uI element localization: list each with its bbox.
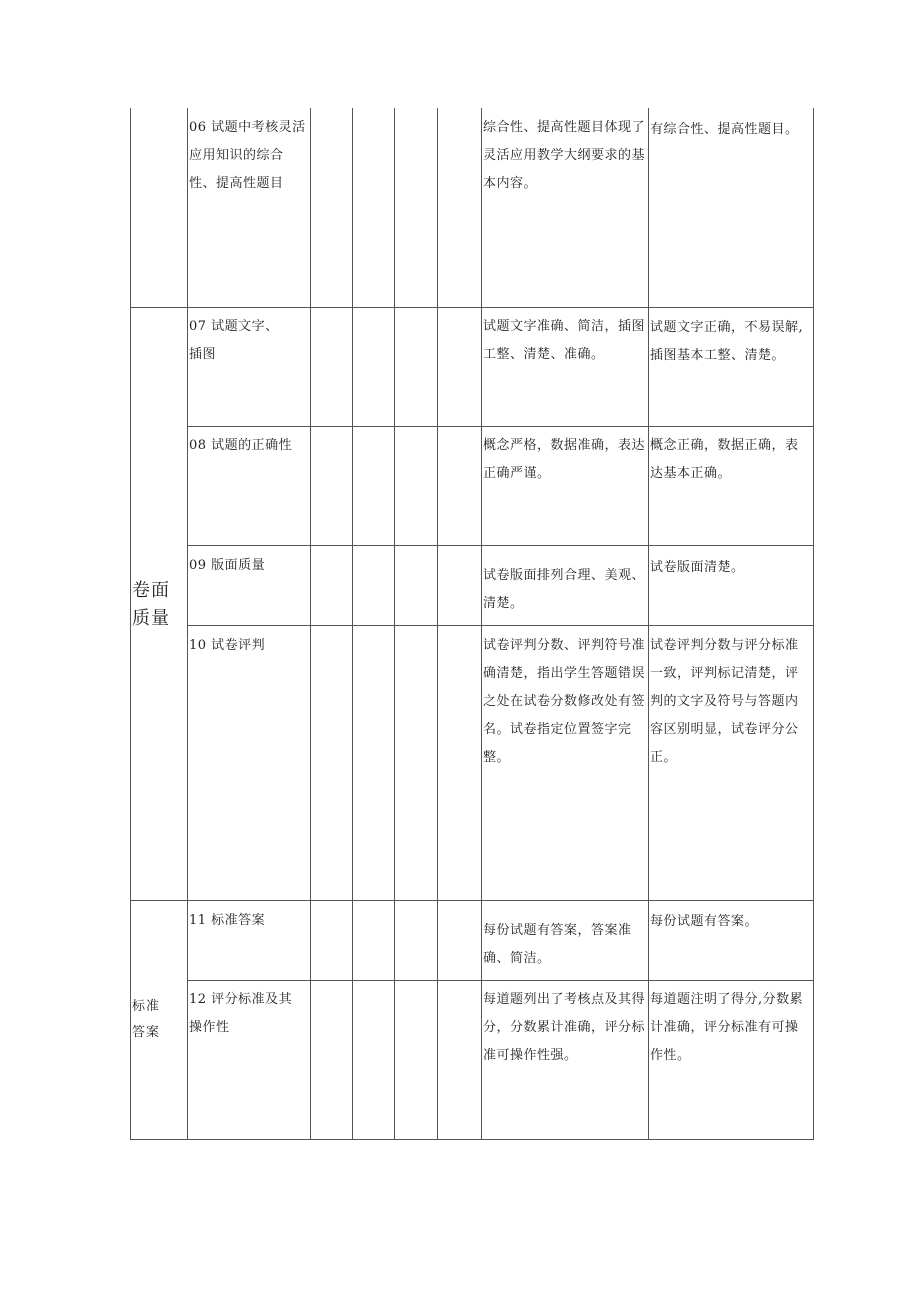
item-label: 09 版面质量 [189, 558, 266, 573]
item-label: 10 试卷评判 [189, 638, 266, 653]
item-label: 07 试题文字、插图 [189, 319, 279, 362]
pass-criterion: 每道题注明了得分,分数累计准确，评分标准有可操作性。 [650, 992, 804, 1063]
pass-criterion: 有综合性、提高性题目。 [650, 122, 799, 137]
item-label: 06 试题中考核灵活应用知识的综合性、提高性题目 [189, 120, 306, 191]
pass-criterion: 试题文字正确，不易误解,插图基本工整、清楚。 [650, 320, 804, 363]
pass-criterion: 概念正确，数据正确，表达基本正确。 [650, 438, 799, 481]
excellent-criterion: 试题文字准确、简洁，插图工整、清楚、准确。 [483, 319, 646, 362]
column-divider [648, 108, 649, 1140]
row-divider [187, 426, 814, 427]
table-border-left [130, 108, 131, 1140]
column-divider [481, 108, 482, 1140]
category-label: 标准答案 [132, 999, 161, 1040]
column-divider [187, 108, 188, 1140]
row-divider [130, 900, 814, 901]
item-label: 08 试题的正确性 [189, 438, 293, 453]
excellent-criterion: 概念严格，数据准确，表达正确严谨。 [483, 438, 646, 481]
table-border-bottom [130, 1139, 814, 1140]
excellent-criterion: 试卷版面排列合理、美观、清楚。 [483, 568, 646, 611]
column-divider [437, 108, 438, 1140]
excellent-criterion: 每道题列出了考核点及其得分，分数累计准确，评分标准可操作性强。 [483, 992, 646, 1063]
item-label: 11 标准答案 [189, 913, 266, 928]
table-border-right [813, 108, 814, 1140]
column-divider [310, 108, 311, 1140]
row-divider [130, 307, 814, 308]
row-divider [187, 625, 814, 626]
pass-criterion: 每份试题有答案。 [650, 914, 759, 929]
pass-criterion: 试卷版面清楚。 [650, 560, 745, 575]
row-divider [187, 980, 814, 981]
column-divider [394, 108, 395, 1140]
excellent-criterion: 试卷评判分数、评判符号准确清楚，指出学生答题错误之处在试卷分数修改处有签名。试卷指定位置签字完整。 [483, 638, 646, 765]
excellent-criterion: 综合性、提高性题目体现了灵活应用教学大纲要求的基本内容。 [483, 120, 646, 191]
column-divider [352, 108, 353, 1140]
excellent-criterion: 每份试题有答案，答案准确、简洁。 [483, 923, 632, 966]
item-label: 12 评分标准及其操作性 [189, 992, 293, 1035]
pass-criterion: 试卷评判分数与评分标准一致，评判标记清楚，评判的文字及符号与答题内容区别明显，试卷评分公正。 [650, 638, 799, 765]
row-divider [187, 545, 814, 546]
category-label: 卷面质量 [132, 580, 170, 629]
